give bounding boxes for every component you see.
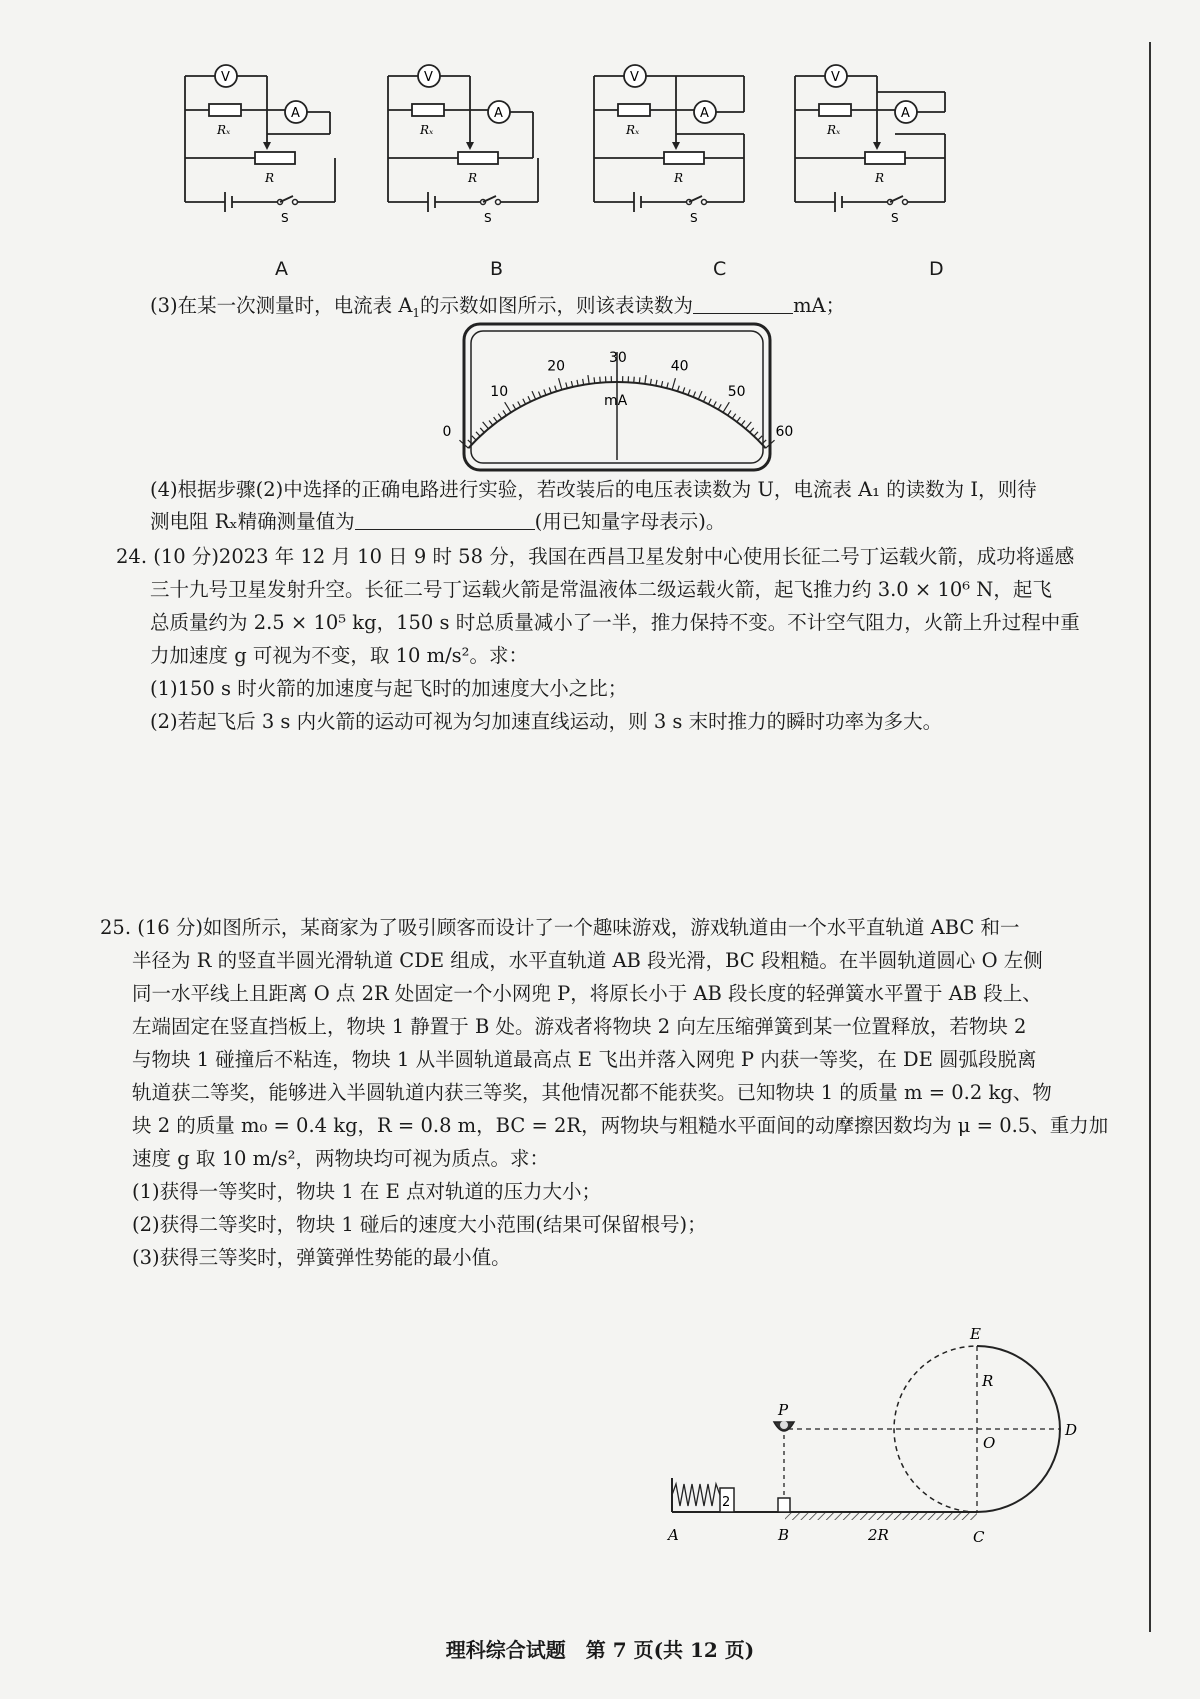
meter-tick-label: 0 <box>442 424 452 441</box>
svg-text:R: R <box>265 171 275 185</box>
rheostat-r <box>664 152 704 164</box>
q24-line-1: 24. (10 分)2023 年 12 月 10 日 9 时 58 分，我国在西昌卫星发射中心使用长征二号丁运载火箭，成功将遥感 <box>116 545 1075 568</box>
q24-line-2: 三十九号卫星发射升空。长征二号丁运载火箭是常温液体二级运载火箭，起飞推力约 3.0 × 10⁶ N，起飞 <box>150 578 1052 601</box>
circuit-a <box>185 62 365 262</box>
q24-line-4: 力加速度 g 可视为不变，取 10 m/s²。求： <box>150 644 528 667</box>
svg-text:Rₓ: Rₓ <box>827 123 841 137</box>
resistor-rx <box>819 104 851 116</box>
q24-line-3: 总质量约为 2.5 × 10⁵ kg，150 s 时总质量减小了一半，推力保持不变。不计空气阻力，火箭上升过程中重 <box>150 611 1080 634</box>
svg-text:Rₓ: Rₓ <box>626 123 640 137</box>
svg-text:A: A <box>291 106 300 121</box>
svg-text:R: R <box>875 171 885 185</box>
label-d: D <box>1065 1421 1078 1439</box>
label-c: C <box>973 1528 985 1546</box>
q25-line-10: (2)获得二等奖时，物块 1 碰后的速度大小范围(结果可保留根号)； <box>132 1213 707 1236</box>
svg-text:A: A <box>901 106 910 121</box>
meter-unit: mA <box>604 393 628 409</box>
label-p: P <box>778 1401 789 1419</box>
label-o: O <box>983 1434 996 1452</box>
q23-part4-line2: 测电阻 Rₓ精确测量值为 (用已知量字母表示)。 <box>150 510 726 533</box>
svg-text:Rₓ: Rₓ <box>420 123 434 137</box>
resistor-rx <box>412 104 444 116</box>
label-b: B <box>778 1526 790 1544</box>
svg-text:V: V <box>630 70 639 85</box>
rheostat-r <box>255 152 295 164</box>
label-a: A <box>668 1526 679 1544</box>
q24-line-5: (1)150 s 时火箭的加速度与起飞时的加速度大小之比； <box>150 677 628 700</box>
label-radius: R <box>982 1372 994 1390</box>
meter-tick-label: 50 <box>727 384 746 401</box>
meter-tick-label: 10 <box>490 384 509 401</box>
circuit-d <box>795 62 975 262</box>
circuit-label-d: D <box>929 258 944 280</box>
q25-line-6: 轨道获二等奖，能够进入半圆轨道内获三等奖，其他情况都不能获奖。已知物块 1 的质量 m = 0.2 kg、物 <box>132 1081 1052 1104</box>
meter-tick-label: 60 <box>775 424 794 441</box>
q25-line-4: 左端固定在竖直挡板上，物块 1 静置于 B 处。游戏者将物块 2 向左压缩弹簧到某一位置释放，若物块 2 <box>132 1015 1027 1038</box>
svg-text:R: R <box>674 171 684 185</box>
resistor-rx <box>618 104 650 116</box>
svg-text:Rₓ: Rₓ <box>217 123 231 137</box>
svg-text:S: S <box>484 211 492 225</box>
page-footer: 理科综合试题 第 7 页(共 12 页) <box>445 1638 755 1662</box>
meter-tick-label: 20 <box>547 358 566 375</box>
svg-text:A: A <box>494 106 503 121</box>
rheostat-r <box>865 152 905 164</box>
circuit-label-b: B <box>490 258 504 280</box>
label-2r: 2R <box>868 1526 889 1544</box>
track-diagram <box>660 1270 1100 1575</box>
answer-blank-reading[interactable] <box>693 293 793 314</box>
q25-line-3: 同一水平线上且距离 O 点 2R 处固定一个小网兜 P，将原长小于 AB 段长度的轻弹簧水平置于 AB 段上、 <box>132 982 1042 1005</box>
q25-line-7: 块 2 的质量 m₀ = 0.4 kg，R = 0.8 m，BC = 2R，两物块与粗糙水平面间的动摩擦因数均为 μ = 0.5、重力加 <box>132 1114 1109 1137</box>
svg-text:S: S <box>891 211 899 225</box>
rheostat-r <box>458 152 498 164</box>
svg-text:V: V <box>831 70 840 85</box>
answer-blank-rx[interactable] <box>355 509 535 530</box>
svg-text:V: V <box>221 70 230 85</box>
svg-text:2: 2 <box>722 1495 731 1510</box>
circuit-label-a: A <box>275 258 288 280</box>
resistor-rx <box>209 104 241 116</box>
milliammeter <box>442 322 794 472</box>
label-e: E <box>970 1325 981 1343</box>
q25-line-9: (1)获得一等奖时，物块 1 在 E 点对轨道的压力大小； <box>132 1180 602 1203</box>
q25-line-1: 25. (16 分)如图所示，某商家为了吸引顾客而设计了一个趣味游戏，游戏轨道由一个水平直轨道 ABC 和一 <box>100 916 1020 939</box>
q25-line-2: 半径为 R 的竖直半圆光滑轨道 CDE 组成，水平直轨道 AB 段光滑，BC 段粗糙。在半圆轨道圆心 O 左侧 <box>132 949 1043 972</box>
page-edge-line <box>1149 42 1151 1632</box>
q23-part3: (3)在某一次测量时，电流表 $A_1$的示数如图所示，则该表读数为 mA； <box>150 294 846 320</box>
q24-line-6: (2)若起飞后 3 s 内火箭的运动可视为匀加速直线运动，则 3 s 末时推力的瞬时功率为多大。 <box>150 710 943 733</box>
meter-tick-label: 40 <box>670 358 689 375</box>
circuit-label-c: C <box>713 258 727 280</box>
meter-tick-label: 30 <box>609 350 627 366</box>
svg-text:A: A <box>700 106 709 121</box>
rough-section-bc <box>785 1512 977 1520</box>
block-1 <box>778 1498 790 1512</box>
circuit-c <box>594 62 774 262</box>
svg-text:S: S <box>281 211 289 225</box>
q23-part4-line1: (4)根据步骤(2)中选择的正确电路进行实验，若改装后的电压表读数为 U，电流表 A₁ 的读数为 I，则待 <box>150 478 1037 501</box>
circuit-b <box>388 62 568 262</box>
spring <box>672 1484 720 1506</box>
svg-text:V: V <box>424 70 433 85</box>
svg-text:S: S <box>690 211 698 225</box>
q25-line-5: 与物块 1 碰撞后不粘连，物块 1 从半圆轨道最高点 E 飞出并落入网兜 P 内获一等奖，在 DE 圆弧段脱离 <box>132 1048 1037 1071</box>
svg-text:R: R <box>468 171 478 185</box>
q25-line-8: 速度 g 取 10 m/s²，两物块均可视为质点。求： <box>132 1147 549 1170</box>
q25-line-11: (3)获得三等奖时，弹簧弹性势能的最小值。 <box>132 1246 511 1269</box>
